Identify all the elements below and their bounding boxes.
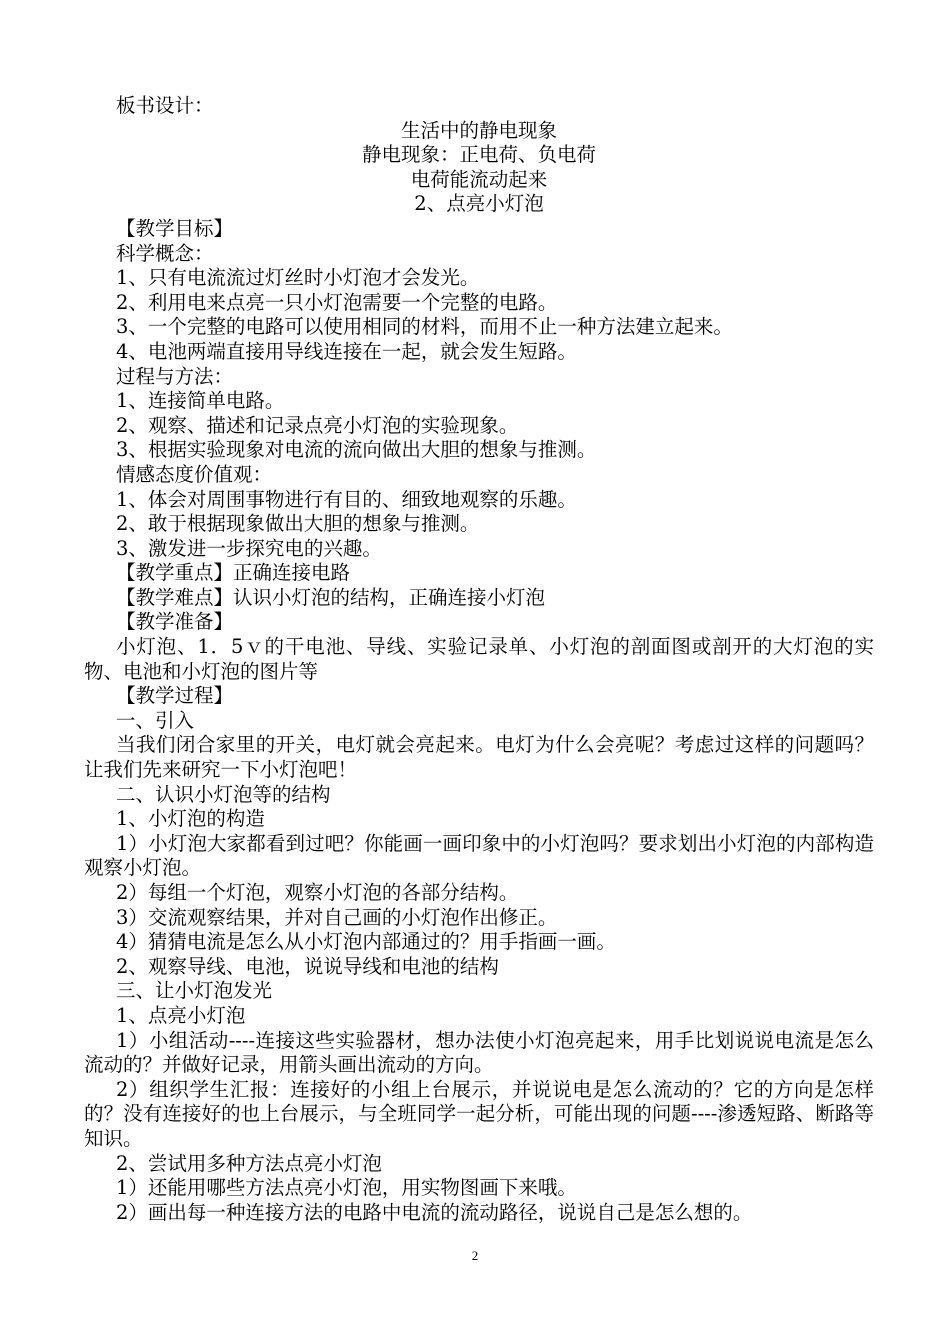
concept-item: 4、电池两端直接用导线连接在一起，就会发生短路。: [116, 339, 577, 363]
board-line-2: 静电现象：正电荷、负电荷: [361, 143, 596, 167]
part3-heading: 三、让小灯泡发光: [116, 979, 273, 1003]
prep-text: 小灯泡、1．5ｖ的干电池、导线、实验记录单、小灯泡的剖面图或剖开的大灯泡的实物、电池和小灯泡的图片等: [84, 635, 874, 683]
part2-item1: 1）小灯泡大家都看到过吧？你能画一画印象中的小灯泡吗？要求划出小灯泡的内部构造观察小灯泡。: [84, 831, 874, 880]
part3-item1: 1）小组活动----连接这些实验器材，想办法使小灯泡亮起来，用手比划说说电流是怎么流动的？并做好记录，用箭头画出流动的方向。: [84, 1028, 874, 1077]
goals-heading: 【教学目标】: [116, 216, 234, 240]
part2-sub1: 1、小灯泡的构造: [116, 807, 265, 831]
intro-heading: 一、引入: [116, 708, 195, 732]
concept-item: 2、利用电来点亮一只小灯泡需要一个完整的电路。: [116, 290, 558, 314]
process-method-item: 1、连接简单电路。: [116, 389, 285, 413]
part3-item3: 1）还能用哪些方法点亮小灯泡，用实物图画下来哦。: [116, 1176, 577, 1200]
concept-item: 1、只有电流流过灯丝时小灯泡才会发光。: [116, 266, 480, 290]
part3-sub2: 2、尝试用多种方法点亮小灯泡: [116, 1151, 382, 1175]
concept-item: 3、一个完整的电路可以使用相同的材料，而用不止一种方法建立起来。: [116, 315, 733, 339]
part2-sub2: 2、观察导线、电池，说说导线和电池的结构: [116, 954, 499, 978]
part2-item2: 2）每组一个灯泡，观察小灯泡的各部分结构。: [116, 881, 519, 904]
part3-item4: 2）画出每一种连接方法的电路中电流的流动路径，说说自己是怎么想的。: [116, 1200, 753, 1224]
board-title: 生活中的静电现象: [400, 118, 557, 142]
process-heading: 【教学过程】: [116, 684, 234, 708]
part3-item2: 2）组织学生汇报：连接好的小组上台展示，并说说电是怎么流动的？它的方向是怎样的？没有连接好的也上台展示，与全班同学一起分析，可能出现的问题----渗透短路、断路等知识。: [84, 1077, 874, 1150]
process-method-item: 2、观察、描述和记录点亮小灯泡的实验现象。: [116, 413, 519, 437]
difficulty: 【教学难点】认识小灯泡的结构，正确连接小灯泡: [116, 585, 546, 609]
page-number: 2: [471, 1248, 479, 1263]
part2-item3: 3）交流观察结果，并对自己画的小灯泡作出修正。: [116, 905, 558, 929]
intro-text: 当我们闭合家里的开关，电灯就会亮起来。电灯为什么会亮呢？考虑过这样的问题吗？让我们先来研究一下小灯泡吧！: [84, 733, 874, 782]
key-point: 【教学重点】正确连接电路: [116, 561, 351, 585]
lesson-title: 2、点亮小灯泡: [414, 192, 544, 216]
process-method-item: 3、根据实验现象对电流的流向做出大胆的想象与推测。: [116, 438, 597, 462]
attitude-item: 1、体会对周围事物进行有目的、细致地观察的乐趣。: [116, 487, 577, 511]
part3-sub1: 1、点亮小灯泡: [116, 1003, 246, 1027]
concept-label: 科学概念：: [116, 241, 214, 265]
part2-heading: 二、认识小灯泡等的结构: [116, 782, 331, 806]
attitude-item: 2、敢于根据现象做出大胆的想象与推测。: [116, 512, 480, 536]
board-line-3: 电荷能流动起来: [410, 167, 548, 191]
board-design-label: 板书设计：: [116, 94, 214, 117]
process-method-label: 过程与方法：: [116, 364, 234, 388]
prep-heading: 【教学准备】: [116, 610, 234, 634]
attitude-label: 情感态度价值观：: [116, 462, 273, 486]
part2-item4: 4）猜猜电流是怎么从小灯泡内部通过的？用手指画一画。: [116, 930, 616, 954]
document-body: [84, 94, 874, 1225]
attitude-item: 3、激发进一步探究电的兴趣。: [116, 536, 382, 560]
